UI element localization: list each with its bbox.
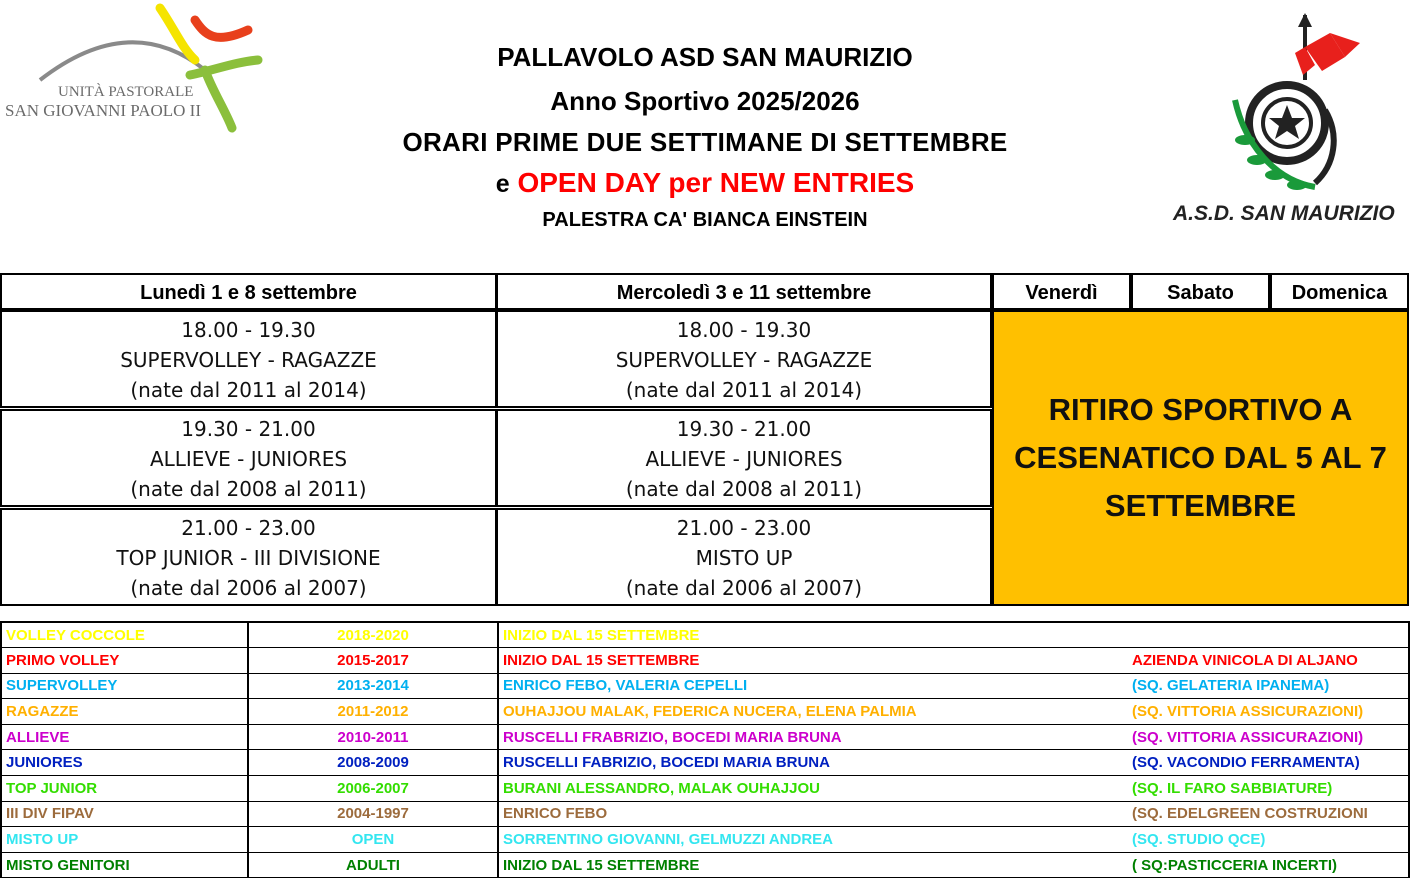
ritiro-text: RITIRO SPORTIVO A CESENATICO DAL 5 AL 7 SETTEMBRE	[1014, 392, 1387, 523]
team-row	[1, 724, 1409, 750]
asd-logo-text: A.S.D. SAN MAURIZIO	[1173, 202, 1395, 225]
slot-wednesday-3	[497, 509, 991, 605]
team-coaches: ENRICO FEBO, VALERIA CEPELLI	[498, 673, 1128, 699]
team-sponsor: ( SQ:PASTICCERIA INCERTI)	[1128, 852, 1409, 878]
slot-note: (nate dal 2011 al 2014)	[625, 378, 863, 402]
slot-wednesday-2	[497, 410, 991, 506]
day-header-monday: Lunedì 1 e 8 settembre	[1, 274, 496, 309]
team-row	[1, 622, 1409, 648]
team-years: 2006-2007	[248, 776, 498, 802]
title-club: PALLAVOLO ASD SAN MAURIZIO	[497, 42, 913, 72]
slot-time: 19.30 - 21.00	[676, 417, 812, 441]
team-coaches: BURANI ALESSANDRO, MALAK OUHAJJOU	[498, 776, 1128, 802]
team-years: 2018-2020	[248, 622, 498, 648]
pastorale-line1: UNITÀ PASTORALE	[58, 84, 194, 100]
slot-note: (nate dal 2006 al 2007)	[130, 576, 367, 600]
slot-note: (nate dal 2006 al 2007)	[625, 576, 863, 600]
slot-note: (nate dal 2008 al 2011)	[625, 477, 863, 501]
day-header-wednesday: Mercoledì 3 e 11 settembre	[497, 274, 991, 309]
team-coaches: OUHAJJOU MALAK, FEDERICA NUCERA, ELENA PALMIA	[498, 699, 1128, 725]
team-name: TOP JUNIOR	[1, 776, 248, 802]
slot-monday-3	[1, 509, 496, 605]
team-years: 2004-1997	[248, 801, 498, 827]
team-years: OPEN	[248, 827, 498, 853]
team-coaches: INIZIO DAL 15 SETTEMBRE	[498, 648, 1128, 674]
slot-group: MISTO UP	[695, 546, 793, 570]
team-row	[1, 750, 1409, 776]
asd-san-maurizio-logo	[1165, 5, 1410, 235]
team-name: VOLLEY COCCOLE	[1, 622, 248, 648]
team-name: ALLIEVE	[1, 724, 248, 750]
slot-time: 18.00 - 19.30	[676, 318, 812, 342]
team-coaches: RUSCELLI FRABRIZIO, BOCEDI MARIA BRUNA	[498, 724, 1128, 750]
team-years: 2011-2012	[248, 699, 498, 725]
slot-group: SUPERVOLLEY - RAGAZZE	[120, 348, 377, 372]
slot-monday-2	[1, 410, 496, 506]
team-name: RAGAZZE	[1, 699, 248, 725]
team-sponsor: (SQ. GELATERIA IPANEMA)	[1128, 673, 1409, 699]
pastorale-line2: SAN GIOVANNI PAOLO II	[5, 101, 201, 120]
team-row	[1, 673, 1409, 699]
ritiro-cesenatico-box	[993, 311, 1408, 605]
title-season: Anno Sportivo 2025/2026	[550, 86, 860, 116]
slot-group: ALLIEVE - JUNIORES	[645, 447, 843, 471]
slot-note: (nate dal 2008 al 2011)	[130, 477, 367, 501]
slot-group: TOP JUNIOR - III DIVISIONE	[116, 546, 381, 570]
team-sponsor: (SQ. IL FARO SABBIATURE)	[1128, 776, 1409, 802]
open-day-per: per	[668, 167, 712, 198]
team-sponsor	[1128, 622, 1409, 648]
open-day-label: OPEN DAY	[517, 167, 661, 198]
team-sponsor: (SQ. STUDIO QCE)	[1128, 827, 1409, 853]
team-row	[1, 776, 1409, 802]
open-day-new-entries: NEW ENTRIES	[719, 167, 915, 198]
team-name: MISTO GENITORI	[1, 852, 248, 878]
teams-table	[0, 621, 1410, 878]
team-name: SUPERVOLLEY	[1, 673, 248, 699]
day-header-friday: Venerdì	[993, 274, 1130, 309]
slot-monday-1	[1, 311, 496, 407]
team-sponsor: (SQ. VACONDIO FERRAMENTA)	[1128, 750, 1409, 776]
team-row	[1, 801, 1409, 827]
slot-time: 18.00 - 19.30	[181, 318, 316, 342]
day-header-saturday: Sabato	[1132, 274, 1269, 309]
team-years: 2010-2011	[248, 724, 498, 750]
team-years: ADULTI	[248, 852, 498, 878]
unita-pastorale-logo	[0, 0, 270, 140]
slot-time: 21.00 - 23.00	[181, 516, 316, 540]
team-row	[1, 699, 1409, 725]
title-open-day	[300, 166, 1110, 201]
slot-note: (nate dal 2011 al 2014)	[130, 378, 367, 402]
slot-time: 21.00 - 23.00	[676, 516, 812, 540]
team-sponsor: (SQ. VITTORIA ASSICURAZIONI)	[1128, 699, 1409, 725]
team-name: PRIMO VOLLEY	[1, 648, 248, 674]
team-sponsor: (SQ. VITTORIA ASSICURAZIONI)	[1128, 724, 1409, 750]
team-coaches: ENRICO FEBO	[498, 801, 1128, 827]
day-header-sunday: Domenica	[1271, 274, 1408, 309]
title-gym: PALESTRA CA' BIANCA EINSTEIN	[542, 209, 868, 231]
team-years: 2015-2017	[248, 648, 498, 674]
san-maurizio-emblem-icon	[1165, 5, 1410, 205]
slot-group: ALLIEVE - JUNIORES	[149, 447, 348, 471]
team-coaches: SORRENTINO GIOVANNI, GELMUZZI ANDREA	[498, 827, 1128, 853]
team-coaches: RUSCELLI FABRIZIO, BOCEDI MARIA BRUNA	[498, 750, 1128, 776]
team-name: JUNIORES	[1, 750, 248, 776]
title-schedule: ORARI PRIME DUE SETTIMANE DI SETTEMBRE	[402, 127, 1008, 157]
team-name: MISTO UP	[1, 827, 248, 853]
team-row	[1, 852, 1409, 878]
slot-group: SUPERVOLLEY - RAGAZZE	[615, 348, 873, 372]
team-coaches: INIZIO DAL 15 SETTEMBRE	[498, 852, 1128, 878]
team-years: 2013-2014	[248, 673, 498, 699]
team-name: III DIV FIPAV	[1, 801, 248, 827]
slot-time: 19.30 - 21.00	[181, 417, 316, 441]
team-years: 2008-2009	[248, 750, 498, 776]
team-row	[1, 827, 1409, 853]
slot-wednesday-1	[497, 311, 991, 407]
team-coaches: INIZIO DAL 15 SETTEMBRE	[498, 622, 1128, 648]
team-sponsor: (SQ. EDELGREEN COSTRUZIONI	[1128, 801, 1409, 827]
team-row	[1, 648, 1409, 674]
open-day-prefix: e	[495, 170, 510, 198]
team-sponsor: AZIENDA VINICOLA DI ALJANO	[1128, 648, 1409, 674]
